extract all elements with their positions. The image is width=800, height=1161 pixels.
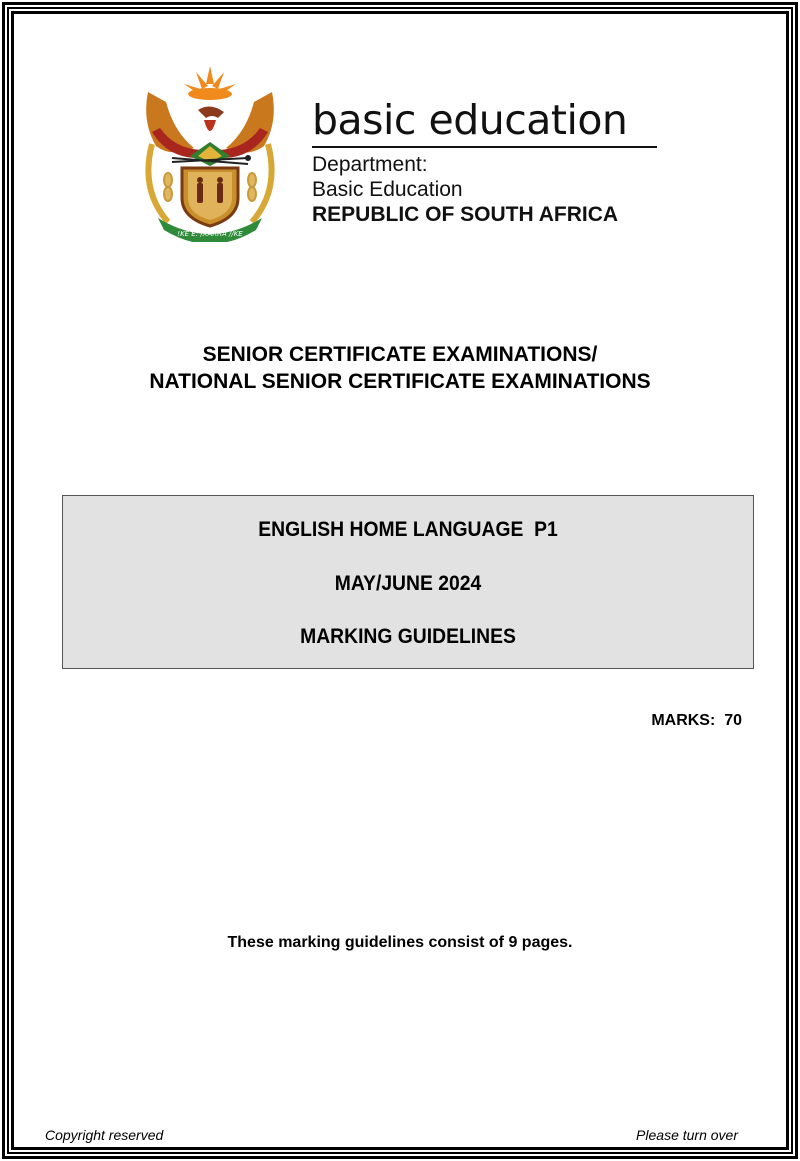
motto-text: !KE E: /XARRA //KE (177, 230, 243, 238)
brand-title: basic education (312, 96, 628, 144)
brand-divider (312, 146, 657, 148)
country-name: REPUBLIC OF SOUTH AFRICA (312, 203, 619, 226)
subject-name: ENGLISH HOME LANGUAGE P1 (258, 518, 558, 541)
total-marks: MARKS: 70 (651, 712, 742, 729)
exam-title-line2: NATIONAL SENIOR CERTIFICATE EXAMINATIONS (149, 370, 651, 393)
page-count-note: These marking guidelines consist of 9 pages. (227, 934, 573, 951)
south-africa-coat-of-arms-icon (138, 62, 282, 242)
department-label: Department: (312, 153, 428, 176)
exam-title-line1: SENIOR CERTIFICATE EXAMINATIONS/ (202, 343, 598, 366)
footer-turn-over: Please turn over (636, 1127, 738, 1143)
footer-copyright: Copyright reserved (45, 1127, 164, 1143)
department-name: Basic Education (312, 178, 463, 201)
subject-box (62, 495, 754, 669)
document-type: MARKING GUIDELINES (300, 625, 516, 648)
exam-session: MAY/JUNE 2024 (334, 572, 482, 595)
exam-title (0, 341, 800, 395)
department-branding (312, 96, 662, 228)
